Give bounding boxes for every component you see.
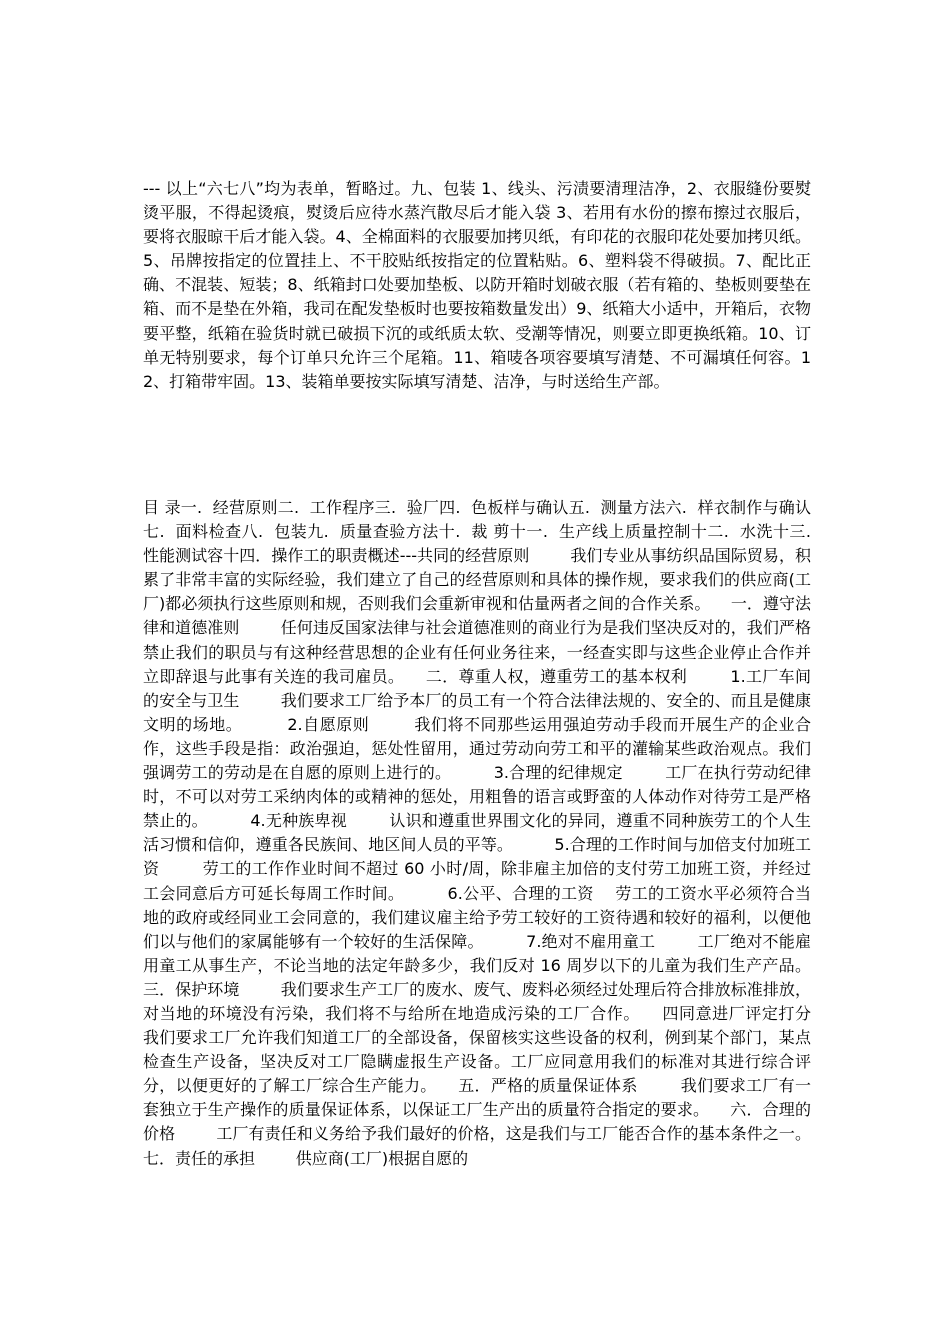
packaging-requirements-paragraph: --- 以上“六七八”均为表单，暂略过。九、包装 1、线头、污渍要清理洁净，2、衣服缝份要熨烫平服，不得起烫痕，熨烫后应待水蒸汽散尽后才能入袋 3、若用有水份的擦布擦过衣服后，要将衣服晾干后才能入袋。4、全棉面料的衣服要加拷贝纸，有印花的衣服印花处要加拷贝纸。5、吊牌按指定的位置挂上、不干胶贴纸按指定的位置粘贴。6、塑料袋不得破损。7、配比正确、不混装、短装；8、纸箱封口处要加垫板、以防开箱时划破衣服（若有箱的、垫板则要垫在箱、而不是垫在外箱，我司在配发垫板时也要按箱数量发出）9、纸箱大小适中，开箱后，衣物要平整，纸箱在验货时就已破损下沉的或纸质太软、受潮等情况，则要立即更换纸箱。10、订单无特别要求，每个订单只允许三个尾箱。11、箱唛各项容要填写清楚、不可漏填任何容。12、打箱带牢固。13、装箱单要按实际填写清楚、洁净，与时送给生产部。 bbox=[143, 179, 811, 391]
contents-and-business-principles-paragraph: 目 录一. 经营原则二. 工作程序三. 验厂四. 色板样与确认五. 测量方法六. 样衣制作与确认七. 面料检查八. 包装九. 质量查验方法十. 裁 剪十一. 生产线上质量控制十二. 水洗十三. 性能测试容十四．操作工的职责概述---共同的经营原则 我们专业从事纺织品国际贸易，积累了非常丰富的实际经验，我们建立了自己的经营原则和具体的操作规，要求我们的供应商(工厂)都必须执行这些原则和规，否则我们会重新审视和估量两者之间的合作关系。 一．遵守法律和道德准则 任何违反国家法律与社会道德准则的商业行为是我们坚决反对的，我们严格禁止我们的职员与有这种经营思想的企业有任何业务往来，一经查实即与这些企业停止合作并立即辞退与此事有关连的我司雇员。 二．尊重人权，遵重劳工的基本权利 1.工厂车间的安全与卫生 我们要求工厂给予本厂的员工有一个符合法律法规的、安全的、而且是健康文明的场地。 2.自愿原则 我们将不同那些运用强迫劳动手段而开展生产的企业合作，这些手段是指：政治强迫，惩处性留用，通过劳动向劳工和平的灌输某些政治观点。我们强调劳工的劳动是在自愿的原则上进行的。 3.合理的纪律规定 工厂在执行劳动纪律时，不可以对劳工采纳肉体的或精神的惩处，用粗鲁的语言或野蛮的人体动作对待劳工是严格禁止的。 4.无种族卑视 认识和遵重世界围文化的异同，遵重不同种族劳工的个人生活习惯和信仰，遵重各民族间、地区间人员的平等。 5.合理的工作时间与加倍支付加班工资 劳工的工作作业时间不超过 60 小时/周，除非雇主加倍的支付劳工加班工资，并经过工会同意后方可延长每周工作时间。 6.公平、合理的工资 劳工的工资水平必须符合当地的政府或经同业工会同意的，我们建议雇主给予劳工较好的工资待遇和较好的福利，以便他们以与他们的家属能够有一个较好的生活保障。 7.绝对不雇用童工 工厂绝对不能雇用童工从事生产，不论当地的法定年龄多少，我们反对 16 周岁以下的儿童为我们生产产品。 三．保护环境 我们要求生产工厂的废水、废气、废料必须经过处理后符合排放标准排放，对当地的环境没有污染，我们将不与给所在地造成污染的工厂合作。 四同意进厂评定打分 我们要求工厂允许我们知道工厂的全部设备，保留核实这些设备的权利，例到某个部门，某点检查生产设备，坚决反对工厂隐瞒虚报生产设备。工厂应同意用我们的标准对其进行综合评分，以便更好的了解工厂综合生产能力。 五．严格的质量保证体系 我们要求工厂有一套独立于生产操作的质量保证体系，以保证工厂生产出的质量符合指定的要求。 六．合理的价格 工厂有责任和义务给予我们最好的价格，这是我们与工厂能否合作的基本条件之一。 七．责任的承担 供应商(工厂)根据自愿的 bbox=[143, 498, 852, 1168]
